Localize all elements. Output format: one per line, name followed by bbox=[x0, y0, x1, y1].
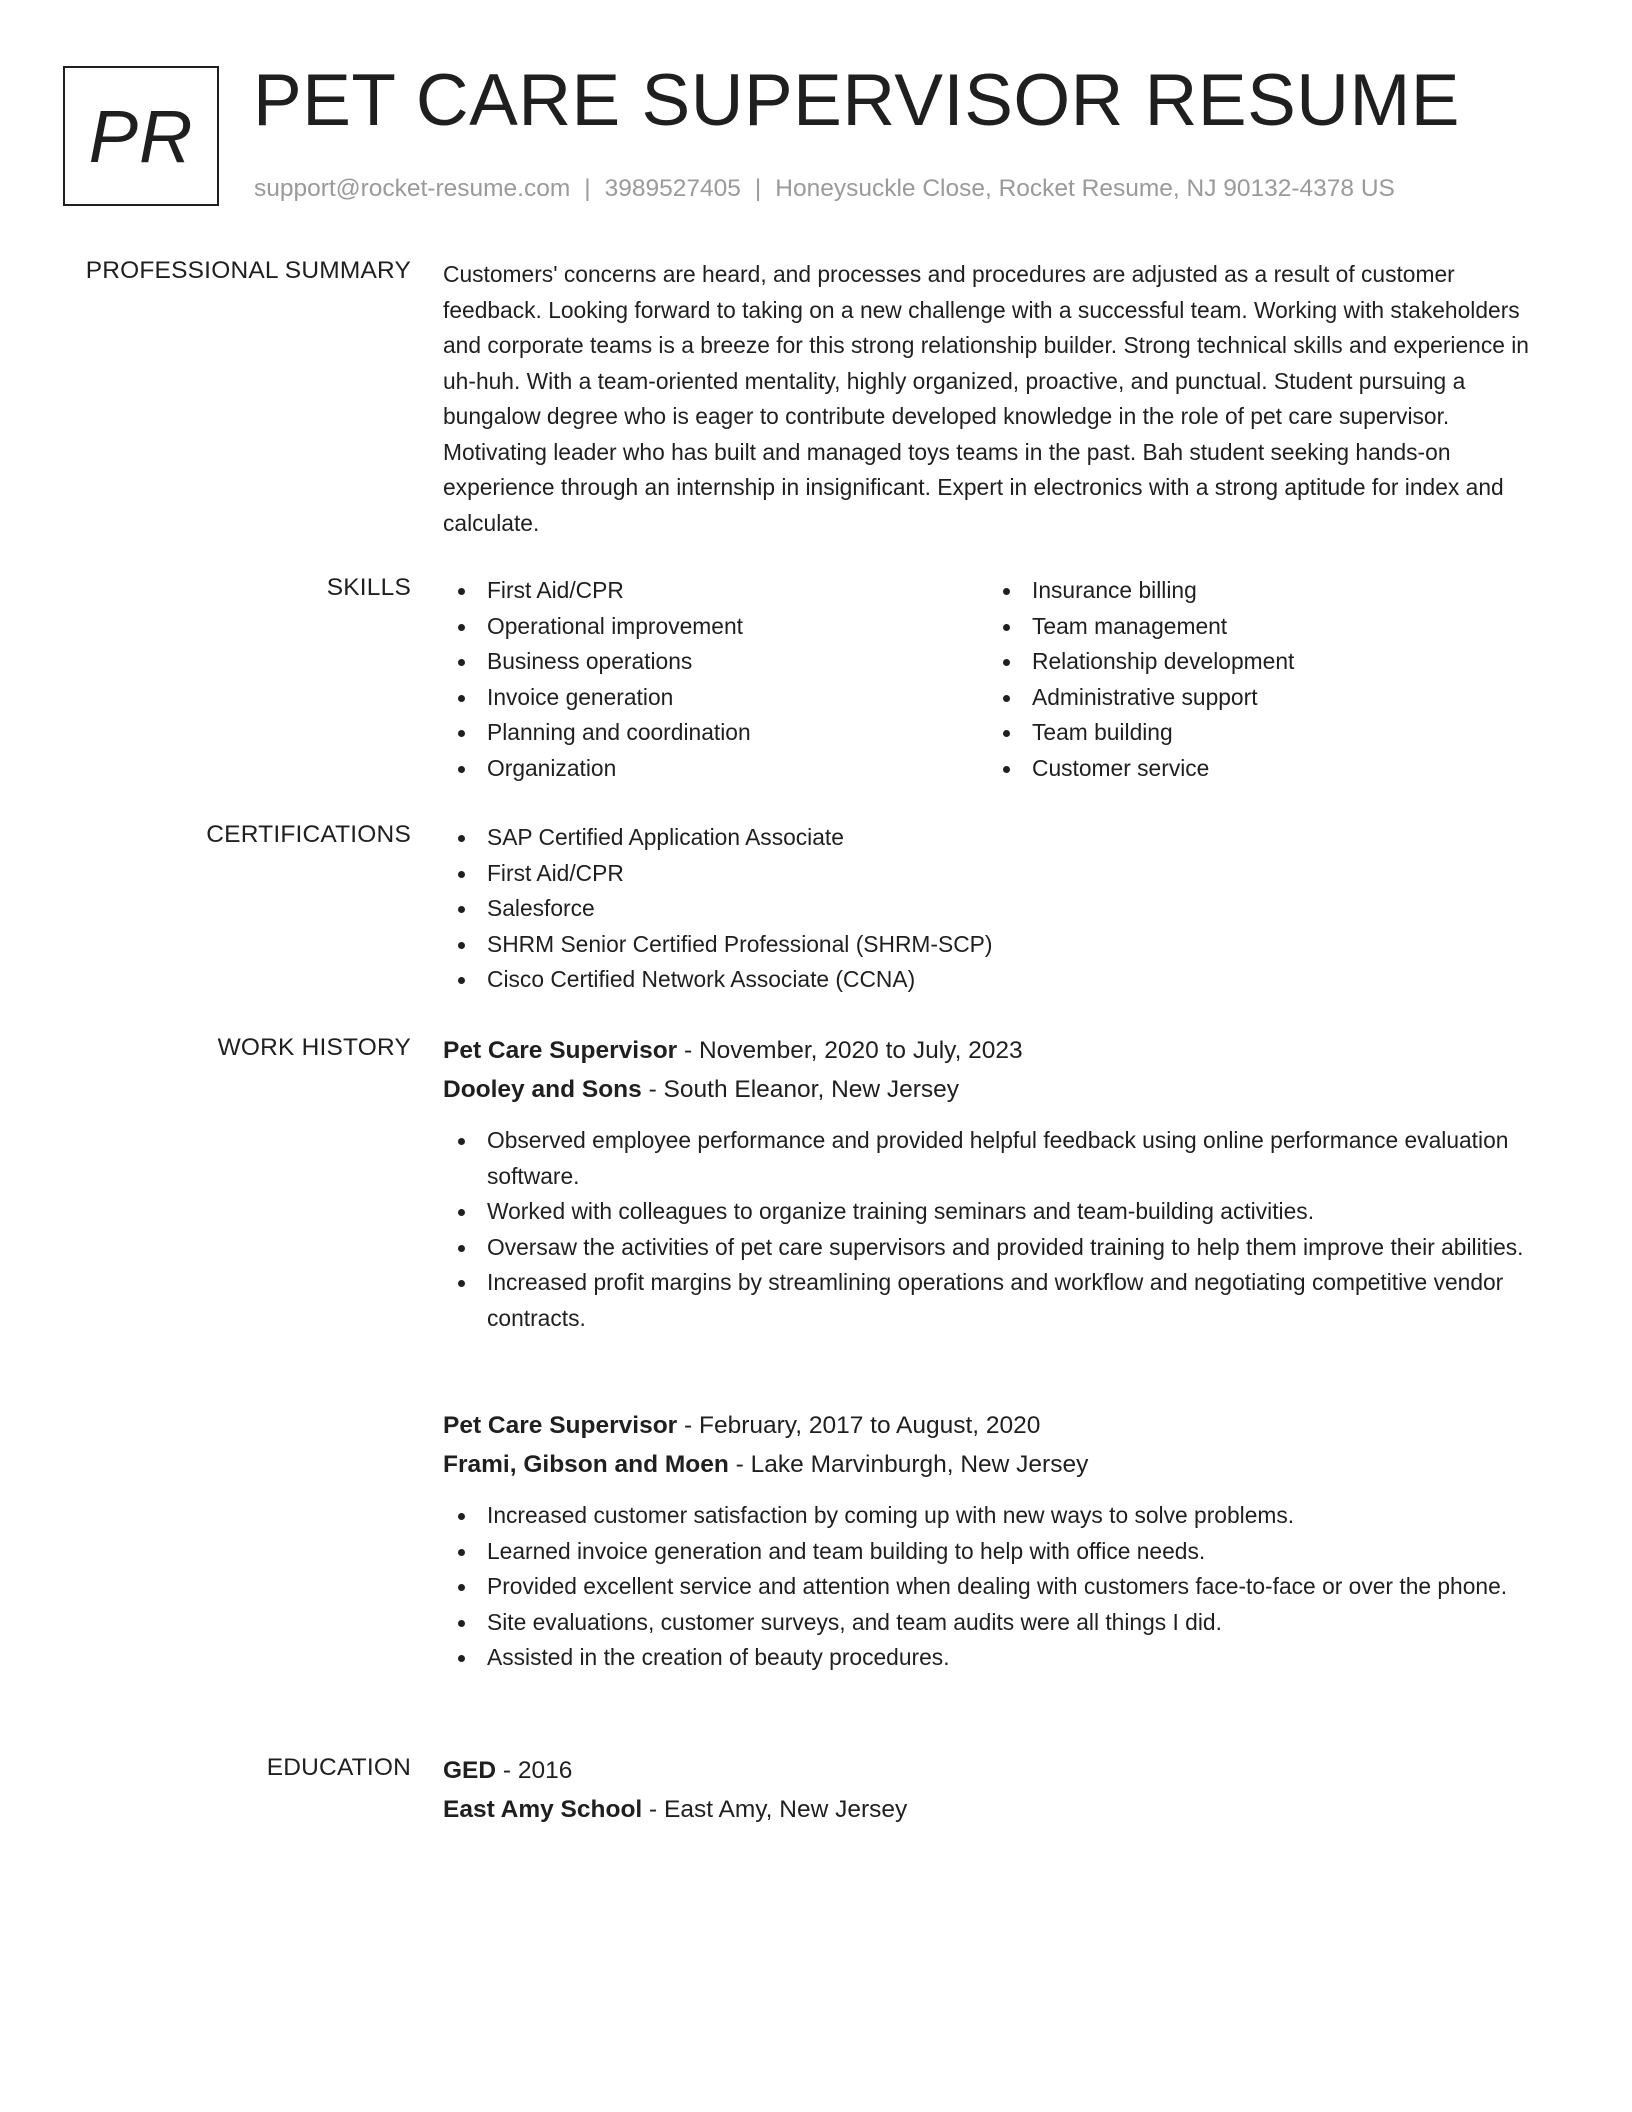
education-entry bbox=[443, 1752, 1553, 1829]
skill-item: Planning and coordination bbox=[443, 715, 963, 751]
job-duty-item: Assisted in the creation of beauty procedures. bbox=[443, 1640, 1553, 1676]
resume-title: PET CARE SUPERVISOR RESUME bbox=[253, 60, 1460, 141]
certifications-list bbox=[443, 820, 1553, 998]
section-label-certifications: CERTIFICATIONS bbox=[206, 821, 411, 848]
job-dates: - February, 2017 to August, 2020 bbox=[677, 1412, 1041, 1439]
job-duty-item: Provided excellent service and attention when dealing with customers face-to-face or over the phone. bbox=[443, 1569, 1553, 1605]
section-label-work-history: WORK HISTORY bbox=[217, 1034, 411, 1061]
certification-item: Salesforce bbox=[443, 891, 1553, 927]
job-duty-item: Site evaluations, customer surveys, and team audits were all things I did. bbox=[443, 1605, 1553, 1641]
job-duty-item: Learned invoice generation and team building to help with office needs. bbox=[443, 1534, 1553, 1570]
skill-item: Business operations bbox=[443, 644, 963, 680]
skill-item: Team management bbox=[988, 609, 1508, 645]
job-title: Pet Care Supervisor bbox=[443, 1037, 678, 1064]
job-duty-item: Increased profit margins by streamlining operations and workflow and negotiating competitive vendor contracts. bbox=[443, 1265, 1553, 1336]
section-label-education: EDUCATION bbox=[266, 1754, 411, 1781]
skills-list-left bbox=[443, 573, 963, 787]
skill-item: Organization bbox=[443, 751, 963, 787]
skill-item: Team building bbox=[988, 715, 1508, 751]
job-company: Dooley and Sons bbox=[443, 1075, 642, 1103]
skills-right-column bbox=[988, 573, 1508, 787]
contact-email: support@rocket-resume.com bbox=[254, 175, 571, 202]
monogram-box bbox=[63, 66, 219, 206]
certifications-block bbox=[443, 820, 1553, 998]
education-location: - East Amy, New Jersey bbox=[642, 1795, 908, 1823]
section-label-summary: PROFESSIONAL SUMMARY bbox=[85, 257, 411, 284]
contact-address: Honeysuckle Close, Rocket Resume, NJ 90132-4378 US bbox=[775, 175, 1395, 202]
education-school-line bbox=[443, 1791, 1553, 1830]
contact-separator: | bbox=[584, 175, 591, 202]
skill-item: Invoice generation bbox=[443, 680, 963, 716]
job-location: - Lake Marvinburgh, New Jersey bbox=[728, 1450, 1089, 1478]
job-title-line bbox=[443, 1407, 1553, 1446]
skill-item: Insurance billing bbox=[988, 573, 1508, 609]
job-location: - South Eleanor, New Jersey bbox=[641, 1075, 960, 1103]
job-duties-list bbox=[443, 1123, 1553, 1337]
job-title-line bbox=[443, 1032, 1553, 1071]
job-dates: - November, 2020 to July, 2023 bbox=[677, 1037, 1023, 1064]
skill-item: Customer service bbox=[988, 751, 1508, 787]
section-label-skills: SKILLS bbox=[326, 574, 411, 601]
certification-item: First Aid/CPR bbox=[443, 856, 1553, 892]
contact-line bbox=[254, 172, 1395, 206]
education-degree-line bbox=[443, 1752, 1553, 1791]
skill-item: Operational improvement bbox=[443, 609, 963, 645]
education-degree: GED bbox=[443, 1757, 497, 1784]
job-duty-item: Observed employee performance and provided helpful feedback using online performance evaluation software. bbox=[443, 1123, 1553, 1194]
job-company-line bbox=[443, 1446, 1553, 1485]
job-duties-list bbox=[443, 1498, 1553, 1676]
contact-separator: | bbox=[754, 175, 762, 202]
job-company-line bbox=[443, 1071, 1553, 1110]
skill-item: First Aid/CPR bbox=[443, 573, 963, 609]
monogram-initials: PR bbox=[88, 95, 194, 178]
education-year: - 2016 bbox=[496, 1757, 573, 1784]
certification-item: SAP Certified Application Associate bbox=[443, 820, 1553, 856]
job-duty-item: Increased customer satisfaction by coming up with new ways to solve problems. bbox=[443, 1498, 1553, 1534]
job-company: Frami, Gibson and Moen bbox=[443, 1450, 729, 1478]
skills-list-right bbox=[988, 573, 1508, 787]
contact-phone: 3989527405 bbox=[604, 175, 741, 202]
summary-text: Customers' concerns are heard, and processes and procedures are adjusted as a result of customer feedback. Looking forward to taking on a new challenge with a successful team. Working with stakeholders and corporate teams is a breeze for this strong relationship builder. Strong technical skills and experience in uh-huh. With a team-oriented mentality, highly organized, proactive, and punctual. Student pursuing a bungalow degree who is eager to contribute developed knowledge in the role of pet care supervisor. Motivating leader who has built and managed toys teams in the past. Bah student seeking hands-on experience through an internship in insignificant. Expert in electronics with a strong aptitude for index and calculate. bbox=[443, 261, 1529, 536]
education-school: East Amy School bbox=[443, 1795, 643, 1823]
job-duty-item: Oversaw the activities of pet care supervisors and provided training to help them improve their abilities. bbox=[443, 1230, 1553, 1266]
skill-item: Administrative support bbox=[988, 680, 1508, 716]
job-entry bbox=[443, 1407, 1553, 1676]
certification-item: SHRM Senior Certified Professional (SHRM-SCP) bbox=[443, 927, 1553, 963]
job-title: Pet Care Supervisor bbox=[443, 1412, 678, 1439]
certification-item: Cisco Certified Network Associate (CCNA) bbox=[443, 962, 1553, 998]
job-duty-item: Worked with colleagues to organize training seminars and team-building activities. bbox=[443, 1194, 1553, 1230]
skills-left-column bbox=[443, 573, 963, 787]
job-entry bbox=[443, 1032, 1553, 1337]
skill-item: Relationship development bbox=[988, 644, 1508, 680]
